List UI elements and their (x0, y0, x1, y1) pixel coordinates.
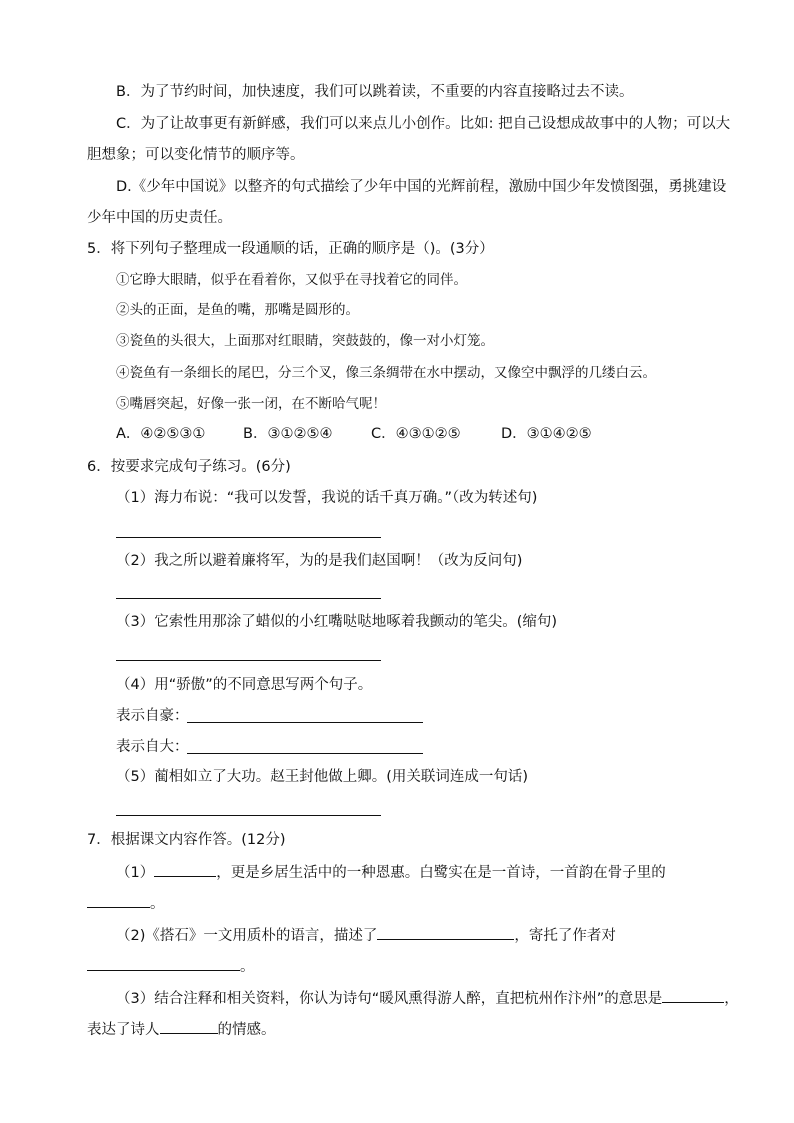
q6-item-4: （4）用“骄傲”的不同意思写两个句子。 (116, 677, 373, 693)
q7-item-3-text-c: 表达了诗人 (87, 1022, 160, 1038)
q6-stem: 6．按要求完成句子练习。(6分) (87, 459, 291, 475)
q6-pride-label: 表示自豪： (116, 708, 189, 724)
q7-item-1 (116, 862, 666, 883)
q7-item-3-text-d: 的情感。 (217, 1022, 276, 1038)
q6-item-5: （5）蔺相如立了大功。赵王封他做上卿。(用关联词连成一句话) (116, 769, 529, 785)
q4-option-d-line1: D.《少年中国说》以整齐的句式描绘了少年中国的光辉前程，激励中国少年发愤图强，勇挑建设 (116, 179, 727, 195)
q6-item-2-answer-line[interactable] (116, 598, 381, 599)
q7-item-1-blank-1[interactable] (154, 862, 216, 877)
q5-sentence-5: ⑤嘴唇突起，好像一张一闭，在不断哈气呢！ (116, 396, 386, 412)
q6-item-2: （2）我之所以避着廉将军，为的是我们赵国啊！（改为反问句) (116, 553, 523, 569)
q7-item-1-number: （1） (116, 865, 155, 881)
q4-option-d-line2: 少年中国的历史责任。 (87, 210, 232, 226)
q4-option-c-line2: 胆想象；可以变化情节的顺序等。 (87, 147, 305, 163)
q7-item-1-blank-2[interactable] (87, 893, 150, 908)
q7-stem: 7．根据课文内容作答。(12分) (87, 832, 286, 848)
q6-item-3: （3）它索性用那涂了蜡似的小红嘴哒哒地啄着我颤动的笔尖。(缩句) (116, 614, 558, 630)
q7-item-1-text: ，更是乡居生活中的一种恩惠。白鹭实在是一首诗，一首韵在骨子里的 (216, 865, 666, 881)
q6-arrogance-label: 表示自大： (116, 739, 189, 755)
q6-pride-answer-line[interactable] (187, 722, 423, 723)
q7-item-2-end: 。 (240, 959, 255, 975)
q4-option-c-line1: C．为了让故事更有新鲜感，我们可以来点儿小创作。比如: 把自己设想成故事中的人物；可以大 (116, 116, 731, 132)
q7-item-3-blank-1[interactable] (662, 988, 724, 1003)
q7-item-3-cont (87, 1019, 276, 1040)
q5-stem: 5．将下列句子整理成一段通顺的话，正确的顺序是（)。(3分） (87, 241, 494, 257)
q7-item-2-blank-1[interactable] (377, 925, 514, 940)
q7-item-1-end: 。 (150, 896, 165, 912)
q5-option-b: B．③①②⑤④ (243, 426, 333, 442)
q5-sentence-2: ②头的正面，是鱼的嘴，那嘴是圆形的。 (116, 302, 359, 318)
q7-item-2-text-a: （2)《搭石》一文用质朴的语言，描述了 (116, 928, 378, 944)
q7-item-1-cont (87, 893, 165, 914)
q7-item-3 (116, 988, 739, 1009)
q5-option-c: C．④③①②⑤ (371, 426, 461, 442)
q7-item-3-text-a: （3）结合注释和相关资料，你认为诗句“暖风熏得游人醉，直把杭州作汴州”的意思是 (116, 991, 663, 1007)
q7-item-3-text-b: ， (724, 991, 739, 1007)
q5-sentence-3: ③瓷鱼的头很大，上面那对红眼睛，突鼓鼓的，像一对小灯笼。 (116, 333, 494, 349)
q6-item-1: （1）海力布说：“我可以发誓，我说的话千真万确。”（改为转述句) (116, 490, 538, 506)
q6-item-3-answer-line[interactable] (116, 660, 381, 661)
q6-item-5-answer-line[interactable] (116, 815, 381, 816)
q5-option-d: D．③①④②⑤ (501, 426, 592, 442)
q7-item-2 (116, 925, 616, 946)
q7-item-2-cont (87, 956, 255, 977)
q5-sentence-4: ④瓷鱼有一条细长的尾巴，分三个叉，像三条绸带在水中摆动，又像空中飘浮的几缕白云。 (116, 365, 656, 381)
q7-item-3-blank-2[interactable] (160, 1019, 218, 1034)
q5-option-a: A．④②⑤③① (116, 426, 206, 442)
q4-option-b: B．为了节约时间，加快速度，我们可以跳着读，不重要的内容直接略过去不读。 (116, 84, 634, 100)
q7-item-2-text-b: ，寄托了作者对 (514, 928, 616, 944)
q6-arrogance-answer-line[interactable] (187, 753, 423, 754)
q5-sentence-1: ①它睁大眼睛，似乎在看着你，又似乎在寻找着它的同伴。 (116, 272, 467, 288)
q7-item-2-blank-2[interactable] (87, 956, 240, 971)
q6-item-1-answer-line[interactable] (116, 537, 381, 538)
